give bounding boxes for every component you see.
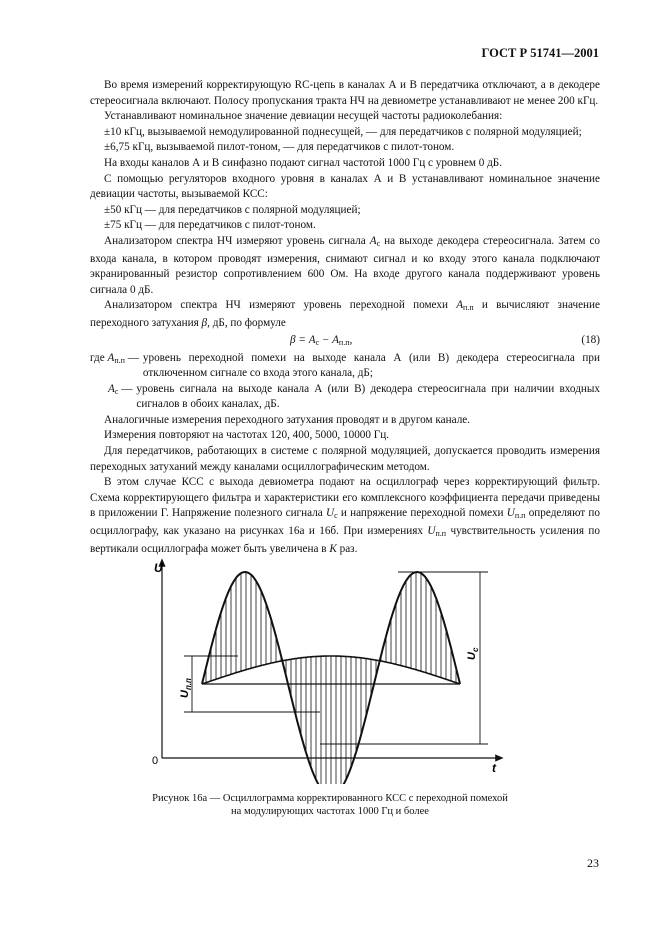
paragraph: Для передатчиков, работающих в системе с полярной модуляцией, допускается проводить измерения переходных затуханий между каналами осциллографическим методом.: [90, 445, 600, 473]
standard-header: ГОСТ Р 51741—2001: [481, 46, 599, 60]
paragraph: На входы каналов А и В синфазно подают сигнал частотой 1000 Гц с уровнем 0 дБ.: [104, 156, 503, 169]
hatching: [206, 572, 456, 784]
uc-label: $U_c$: [466, 647, 480, 660]
paragraph: Аналогичные измерения переходного затухания проводят и в другом канале.: [104, 413, 471, 426]
oscillogram-figure: [150, 548, 520, 784]
paragraph: Измерения повторяют на частотах 120, 400, 5000, 10000 Гц.: [104, 429, 390, 442]
paragraph: ±75 кГц — для передатчиков с пилот-тоном.: [104, 219, 316, 232]
x-axis-label: t: [492, 761, 496, 775]
definition-item: где $A_{п.п}$ — уровень переходной помехи на выходе канала А (или В) декодера стереосигнала при отключенном сигнале со входа этого канала, дБ;: [90, 351, 600, 380]
paragraph: В этом случае КСС с выхода девиометра подают на осциллограф через корректирующий фильтр. Схема корректирующего фильтра и характеристики его комплексного коэффициента передачи приведены в приложении Г. Напряжение полезного сигнала $U_c$ и напряжение переходной помехи $U_{п.п}$ определяют по осциллографу, как указано на рисунках 16а и 16б. При измерениях $U_{п.п}$ чувствительность усиления по вертикали осциллографа может быть увеличена в K раз.: [90, 476, 600, 555]
page-number: 23: [587, 856, 599, 870]
formula-expression: $\beta = A_c - A_{п.п}$,: [290, 333, 353, 347]
paragraph: Анализатором спектра НЧ измеряют уровень переходной помехи $A_{п.п}$ и вычисляют значение переходного затухания β, дБ, по формуле: [90, 299, 600, 329]
paragraph: Во время измерений корректирующую RC-цепь в каналах А и В передатчика отключают, а в декодере стереосигнала включают. Полосу пропускания тракта НЧ на девиометре устанавливают не менее 200 кГц.: [90, 79, 600, 107]
page-body: [90, 78, 600, 557]
origin-label: 0: [152, 755, 159, 767]
paragraph: ±6,75 кГц, вызываемой пилот-тоном, — для передатчиков с пилот-тоном.: [104, 141, 455, 154]
upp-label: $U_{п.п}$: [179, 678, 193, 698]
formula-number: (18): [581, 333, 600, 346]
y-axis-label: U: [154, 561, 163, 575]
figure-caption: Рисунок 16а — Осциллограмма корректированного КСС с переходной помехой на модулирующих частотах 1000 Гц и более: [152, 793, 508, 817]
paragraph: Анализатором спектра НЧ измеряют уровень сигнала $A_c$ на выходе декодера стереосигнала. Затем со входа канала, в котором проводят измерения, снимают сигнал и ко входу этого канала подключают экранированный резистор сопротивлением 600 Ом. На входе другого канала поддерживают уровень сигнала 0 дБ.: [90, 234, 601, 296]
formula-18: [90, 333, 600, 350]
paragraph: С помощью регуляторов входного уровня в каналах А и В устанавливают номинальное значение девиации частоты, вызываемой КСС:: [90, 172, 600, 201]
definition-item: $A_c$ — уровень сигнала на выходе канала А (или В) декодера стереосигнала при наличии входных сигналов в обоих каналах, дБ.: [108, 382, 600, 411]
paragraph: ±50 кГц — для передатчиков с полярной модуляцией;: [104, 203, 361, 216]
paragraph: ±10 кГц, вызываемой немодулированной поднесущей, — для передатчиков с полярной модуляцией;: [104, 125, 582, 138]
paragraph: Устанавливают номинальное значение девиации несущей частоты радиоколебания:: [104, 110, 503, 123]
